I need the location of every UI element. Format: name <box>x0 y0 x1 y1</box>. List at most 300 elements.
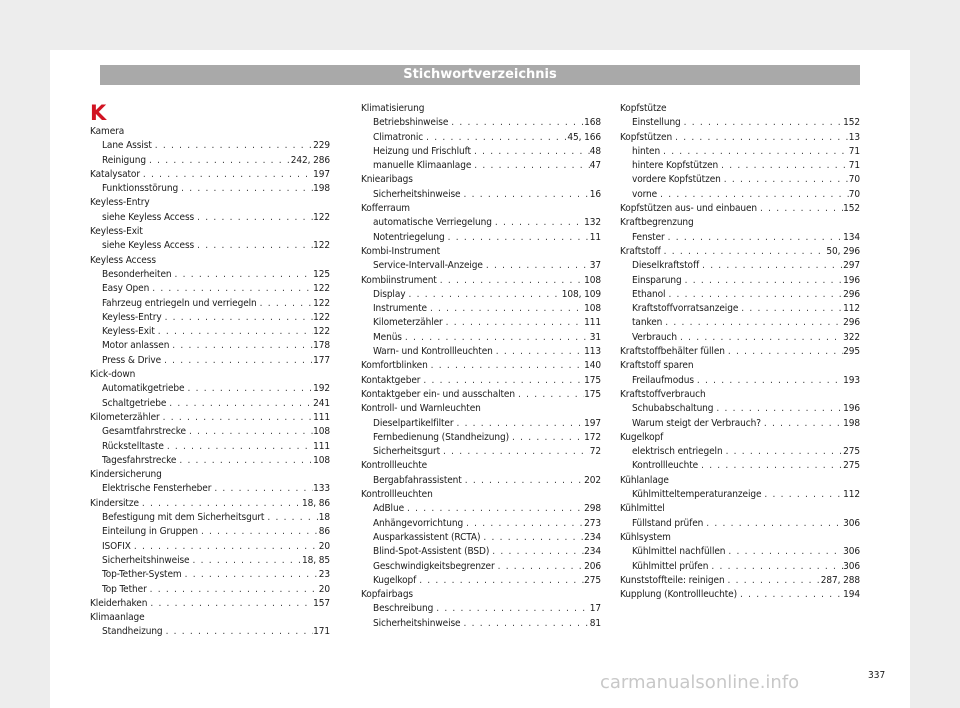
entry-term: Gesamtfahrstrecke <box>102 426 186 438</box>
entry-term: Kraftstoffbehälter füllen <box>620 346 725 358</box>
entry-page: 113 <box>584 346 601 358</box>
entry-page: 70 <box>848 188 860 200</box>
entry-page: 297 <box>843 260 860 272</box>
index-subentry <box>90 382 330 396</box>
entry-term: Bergabfahrassistent <box>373 474 462 486</box>
index-column-2 <box>361 102 601 631</box>
entry-term: Ausparkassistent (RCTA) <box>373 531 481 543</box>
index-subentry <box>90 540 330 554</box>
entry-term: Reinigung <box>102 154 146 166</box>
index-subentry <box>90 482 330 496</box>
index-subentry <box>361 545 601 559</box>
entry-page: 108, 109 <box>561 288 601 300</box>
entry-term: Kopfstütze <box>620 103 667 114</box>
entry-page: 306 <box>843 517 860 529</box>
index-subentry <box>620 274 860 288</box>
dot-leader <box>184 382 313 396</box>
entry-page: 229 <box>313 140 330 152</box>
index-subentry <box>90 268 330 282</box>
dot-leader <box>169 339 313 353</box>
index-subentry <box>90 211 330 225</box>
index-entry <box>620 388 860 402</box>
entry-page: 31 <box>589 331 601 343</box>
index-subentry <box>90 440 330 454</box>
entry-page: 171 <box>313 626 330 638</box>
entry-term: ISOFIX <box>102 540 131 552</box>
entry-page: 196 <box>843 403 860 415</box>
entry-page: 111 <box>313 440 330 452</box>
index-entry <box>620 431 860 445</box>
index-entry <box>620 531 860 545</box>
index-entry <box>361 402 601 416</box>
entry-page: 234 <box>584 546 601 558</box>
entry-term: Top-Tether-System <box>102 569 182 581</box>
entry-term: Keyless-Exit <box>102 326 155 338</box>
entry-term: Kontroll- und Warnleuchten <box>361 403 481 415</box>
entry-page: 194 <box>843 589 860 601</box>
entry-term: Fahrzeug entriegeln und verriegeln <box>102 297 257 309</box>
section-letter: K <box>90 101 107 125</box>
entry-page: 122 <box>313 211 330 223</box>
dot-leader <box>725 545 843 559</box>
dot-leader <box>660 145 849 159</box>
index-subentry <box>620 173 860 187</box>
entry-term: Display <box>373 288 406 300</box>
page-number: 337 <box>868 670 886 681</box>
index-subentry <box>361 445 601 459</box>
index-subentry <box>90 511 330 525</box>
index-subentry <box>361 574 601 588</box>
dot-leader <box>182 568 319 582</box>
dot-leader <box>661 245 827 259</box>
entry-term: Kofferraum <box>361 203 410 215</box>
entry-page: 298 <box>584 503 601 515</box>
dot-leader <box>681 116 843 130</box>
entry-term: Standheizung <box>102 626 163 638</box>
index-subentry <box>90 139 330 153</box>
entry-term: Kraftstoff <box>620 245 661 257</box>
entry-page: 108 <box>313 426 330 438</box>
entry-term: Rückstelltaste <box>102 440 164 452</box>
entry-page: 122 <box>313 311 330 323</box>
dot-leader <box>725 345 843 359</box>
dot-leader <box>149 282 313 296</box>
dot-leader <box>453 417 584 431</box>
index-subentry <box>90 568 330 582</box>
index-subentry <box>620 545 860 559</box>
dot-leader <box>492 216 584 230</box>
entry-term: Einstellung <box>632 117 681 129</box>
entry-term: Tagesfahrstrecke <box>102 454 177 466</box>
index-entry <box>90 468 330 482</box>
index-entry <box>90 125 330 139</box>
dot-leader <box>405 288 561 302</box>
entry-term: Kombiinstrument <box>361 274 437 286</box>
index-subentry <box>90 339 330 353</box>
index-entry <box>361 274 601 288</box>
entry-page: 175 <box>584 374 601 386</box>
entry-term: Keyless-Entry <box>102 311 162 323</box>
dot-leader <box>708 560 843 574</box>
entry-page: 70 <box>848 174 860 186</box>
entry-term: Einsparung <box>632 274 682 286</box>
dot-leader <box>440 445 590 459</box>
entry-term: elektrisch entriegeln <box>632 446 723 458</box>
entry-page: 16 <box>589 188 601 200</box>
entry-term: Warum steigt der Verbrauch? <box>632 417 761 429</box>
dot-leader <box>416 574 584 588</box>
entry-page: 134 <box>843 231 860 243</box>
entry-term: Sicherheitshinweise <box>373 188 461 200</box>
index-entry <box>620 474 860 488</box>
dot-leader <box>420 374 584 388</box>
index-entry <box>90 254 330 268</box>
index-entry <box>361 173 601 187</box>
dot-leader <box>489 545 584 559</box>
dot-leader <box>139 497 302 511</box>
entry-page: 108 <box>584 274 601 286</box>
dot-leader <box>211 482 313 496</box>
entry-page: 193 <box>843 374 860 386</box>
index-subentry <box>620 517 860 531</box>
entry-term: Kopfstützen <box>620 131 673 143</box>
entry-page: 177 <box>313 354 330 366</box>
entry-term: Heizung und Frischluft <box>373 145 471 157</box>
entry-term: Kontaktgeber <box>361 374 421 386</box>
index-entry <box>620 131 860 145</box>
index-entry <box>90 411 330 425</box>
entry-term: Keyless Access <box>90 254 156 266</box>
dot-leader <box>657 188 849 202</box>
entry-term: siehe Keyless Access <box>102 211 195 223</box>
index-subentry <box>90 154 330 168</box>
dot-leader <box>665 288 843 302</box>
entry-page: 45, 166 <box>567 131 601 143</box>
dot-leader <box>198 525 319 539</box>
entry-term: Elektrische Fensterheber <box>102 483 212 495</box>
entry-term: Kindersitze <box>90 497 139 509</box>
entry-page: 295 <box>843 346 860 358</box>
dot-leader <box>190 554 302 568</box>
index-subentry <box>361 116 601 130</box>
entry-page: 192 <box>313 383 330 395</box>
entry-term: hintere Kopfstützen <box>632 160 719 172</box>
index-subentry <box>361 216 601 230</box>
dot-leader <box>443 316 584 330</box>
index-subentry <box>90 397 330 411</box>
entry-page: 72 <box>589 446 601 458</box>
entry-page: 306 <box>843 546 860 558</box>
entry-term: Ethanol <box>632 288 666 300</box>
entry-term: Kugelkopf <box>620 431 664 443</box>
entry-term: Lane Assist <box>102 140 152 152</box>
index-entry <box>361 202 601 216</box>
index-subentry <box>620 417 860 431</box>
index-subentry <box>361 417 601 431</box>
entry-page: 140 <box>584 360 601 372</box>
entry-page: 112 <box>843 489 860 501</box>
index-entry <box>90 368 330 382</box>
entry-term: Warn- und Kontrollleuchten <box>373 346 493 358</box>
entry-page: 18, 86 <box>301 497 330 509</box>
index-entry <box>90 597 330 611</box>
entry-term: Schubabschaltung <box>632 403 714 415</box>
dot-leader <box>163 625 314 639</box>
entry-page: 287, 288 <box>820 574 860 586</box>
dot-leader <box>463 517 584 531</box>
index-subentry <box>90 625 330 639</box>
entry-term: Top Tether <box>102 583 147 595</box>
entry-term: Anhängevorrichtung <box>373 517 464 529</box>
index-entry <box>361 588 601 602</box>
dot-leader <box>461 617 590 631</box>
entry-term: automatische Verriegelung <box>373 217 492 229</box>
entry-term: Klimaanlage <box>90 612 145 624</box>
entry-term: Fenster <box>632 231 665 243</box>
entry-page: 296 <box>843 288 860 300</box>
entry-term: Freilaufmodus <box>632 374 694 386</box>
entry-term: Kick-down <box>90 369 136 381</box>
dot-leader <box>445 231 590 245</box>
entry-page: 20 <box>318 540 330 552</box>
entry-term: Kleiderhaken <box>90 597 148 609</box>
dot-leader <box>471 145 590 159</box>
index-subentry <box>620 488 860 502</box>
dot-leader <box>493 345 584 359</box>
dot-leader <box>738 302 843 316</box>
entry-term: Beschreibung <box>373 603 434 615</box>
dot-leader <box>662 316 843 330</box>
index-subentry <box>620 159 860 173</box>
entry-term: Automatikgetriebe <box>102 383 185 395</box>
entry-page: 17 <box>589 603 601 615</box>
index-subentry <box>90 583 330 597</box>
entry-term: Sicherheitshinweise <box>102 554 190 566</box>
entry-page: 18, 85 <box>301 554 330 566</box>
index-subentry <box>90 325 330 339</box>
entry-page: 198 <box>843 417 860 429</box>
entry-term: Einteilung in Gruppen <box>102 526 198 538</box>
dot-leader <box>402 331 590 345</box>
entry-page: 122 <box>313 297 330 309</box>
entry-page: 23 <box>318 569 330 581</box>
entry-term: Kindersicherung <box>90 469 162 481</box>
dot-leader <box>718 159 849 173</box>
dot-leader <box>166 397 313 411</box>
index-page <box>50 50 910 708</box>
dot-leader <box>428 359 584 373</box>
index-subentry <box>361 145 601 159</box>
index-subentry <box>361 288 601 302</box>
index-column-1 <box>90 102 330 640</box>
dot-leader <box>480 531 584 545</box>
entry-page: 157 <box>313 597 330 609</box>
entry-term: Instrumente <box>373 303 427 315</box>
index-entry <box>620 588 860 602</box>
index-subentry <box>361 316 601 330</box>
entry-page: 13 <box>848 131 860 143</box>
entry-term: Kraftstoffverbrauch <box>620 388 706 400</box>
page-title: Stichwortverzeichnis <box>100 65 860 85</box>
dot-leader <box>471 159 589 173</box>
dot-leader <box>698 459 843 473</box>
entry-page: 168 <box>584 117 601 129</box>
index-entry <box>620 102 860 116</box>
index-entry <box>620 202 860 216</box>
entry-page: 242, 286 <box>290 154 330 166</box>
dot-leader <box>495 560 585 574</box>
entry-page: 275 <box>843 446 860 458</box>
index-subentry <box>90 239 330 253</box>
entry-term: siehe Keyless Access <box>102 240 195 252</box>
entry-term: Kühlsystem <box>620 531 671 543</box>
index-entry <box>361 245 601 259</box>
entry-term: manuelle Klimaanlage <box>373 160 472 172</box>
dot-leader <box>672 131 849 145</box>
index-subentry <box>620 331 860 345</box>
dot-leader <box>448 116 584 130</box>
index-subentry <box>620 402 860 416</box>
index-subentry <box>620 145 860 159</box>
entry-term: Funktionsstörung <box>102 183 179 195</box>
entry-term: Verbrauch <box>632 331 677 343</box>
index-subentry <box>90 311 330 325</box>
entry-page: 196 <box>843 274 860 286</box>
dot-leader <box>146 154 291 168</box>
entry-page: 178 <box>313 340 330 352</box>
index-subentry <box>361 531 601 545</box>
entry-page: 296 <box>843 317 860 329</box>
entry-page: 111 <box>313 411 330 423</box>
dot-leader <box>147 597 313 611</box>
entry-page: 198 <box>313 183 330 195</box>
entry-term: hinten <box>632 145 661 157</box>
dot-leader <box>665 231 844 245</box>
index-subentry <box>90 454 330 468</box>
dot-leader <box>737 588 843 602</box>
entry-term: Kraftstoff sparen <box>620 360 694 372</box>
dot-leader <box>725 574 821 588</box>
entry-term: Klimatisierung <box>361 103 425 114</box>
entry-page: 122 <box>313 240 330 252</box>
entry-term: Katalysator <box>90 168 140 180</box>
entry-page: 81 <box>589 617 601 629</box>
dot-leader <box>162 311 314 325</box>
index-subentry <box>361 431 601 445</box>
entry-term: Kontaktgeber ein- und ausschalten <box>361 388 515 400</box>
entry-term: Kontrollleuchte <box>632 460 699 472</box>
entry-page: 108 <box>584 303 601 315</box>
entry-page: 275 <box>843 460 860 472</box>
index-subentry <box>361 131 601 145</box>
entry-page: 202 <box>584 474 601 486</box>
dot-leader <box>462 474 584 488</box>
entry-page: 112 <box>843 303 860 315</box>
dot-leader <box>161 354 313 368</box>
entry-page: 152 <box>843 117 860 129</box>
index-entry <box>361 459 601 473</box>
index-subentry <box>361 517 601 531</box>
dot-leader <box>677 331 843 345</box>
entry-page: 11 <box>589 231 601 243</box>
index-subentry <box>620 560 860 574</box>
dot-leader <box>703 517 843 531</box>
entry-page: 133 <box>313 483 330 495</box>
index-subentry <box>361 259 601 273</box>
index-subentry <box>361 502 601 516</box>
index-entry <box>90 225 330 239</box>
entry-term: Keyless-Entry <box>90 197 150 209</box>
index-subentry <box>620 374 860 388</box>
index-subentry <box>90 282 330 296</box>
index-entry <box>90 611 330 625</box>
dot-leader <box>176 454 313 468</box>
dot-leader <box>682 274 844 288</box>
dot-leader <box>515 388 584 402</box>
entry-page: 241 <box>313 397 330 409</box>
dot-leader <box>171 268 313 282</box>
index-subentry <box>90 425 330 439</box>
entry-term: Kopfstützen aus- und einbauen <box>620 203 758 215</box>
entry-term: Dieselkraftstoff <box>632 260 700 272</box>
index-subentry <box>361 188 601 202</box>
dot-leader <box>264 511 318 525</box>
dot-leader <box>178 182 313 196</box>
dot-leader <box>423 131 567 145</box>
entry-term: Kontrollleuchten <box>361 489 433 501</box>
index-subentry <box>90 354 330 368</box>
entry-page: 275 <box>584 574 601 586</box>
entry-term: Kniearibags <box>361 174 413 186</box>
entry-term: Keyless-Exit <box>90 226 143 238</box>
index-subentry <box>361 602 601 616</box>
index-subentry <box>620 288 860 302</box>
index-subentry <box>620 445 860 459</box>
entry-page: 273 <box>584 517 601 529</box>
dot-leader <box>194 239 313 253</box>
entry-page: 306 <box>843 560 860 572</box>
entry-term: Kugelkopf <box>373 574 417 586</box>
entry-term: Komfortblinken <box>361 360 428 372</box>
entry-term: Befestigung mit dem Sicherheitsgurt <box>102 512 265 524</box>
index-entry <box>90 168 330 182</box>
entry-term: Betriebshinweise <box>373 117 449 129</box>
index-subentry <box>361 474 601 488</box>
entry-term: Kunststoffteile: reinigen <box>620 574 725 586</box>
dot-leader <box>427 302 584 316</box>
index-entry <box>361 488 601 502</box>
entry-page: 132 <box>584 217 601 229</box>
index-entry <box>361 102 601 116</box>
index-subentry <box>361 617 601 631</box>
entry-term: Füllstand prüfen <box>632 517 704 529</box>
dot-leader <box>461 188 590 202</box>
index-subentry <box>620 316 860 330</box>
dot-leader <box>509 431 584 445</box>
dot-leader <box>147 583 319 597</box>
dot-leader <box>152 139 313 153</box>
dot-leader <box>433 602 590 616</box>
watermark: carmanualsonline.info <box>600 672 800 693</box>
entry-term: Kühlmittel prüfen <box>632 560 709 572</box>
index-subentry <box>620 459 860 473</box>
entry-term: Kontrollleuchte <box>361 460 428 472</box>
entry-page: 122 <box>313 326 330 338</box>
entry-term: Kilometerzähler <box>90 411 160 423</box>
entry-term: vorne <box>632 188 658 200</box>
entry-term: Kombi-Instrument <box>361 245 441 257</box>
entry-term: AdBlue <box>373 503 405 515</box>
